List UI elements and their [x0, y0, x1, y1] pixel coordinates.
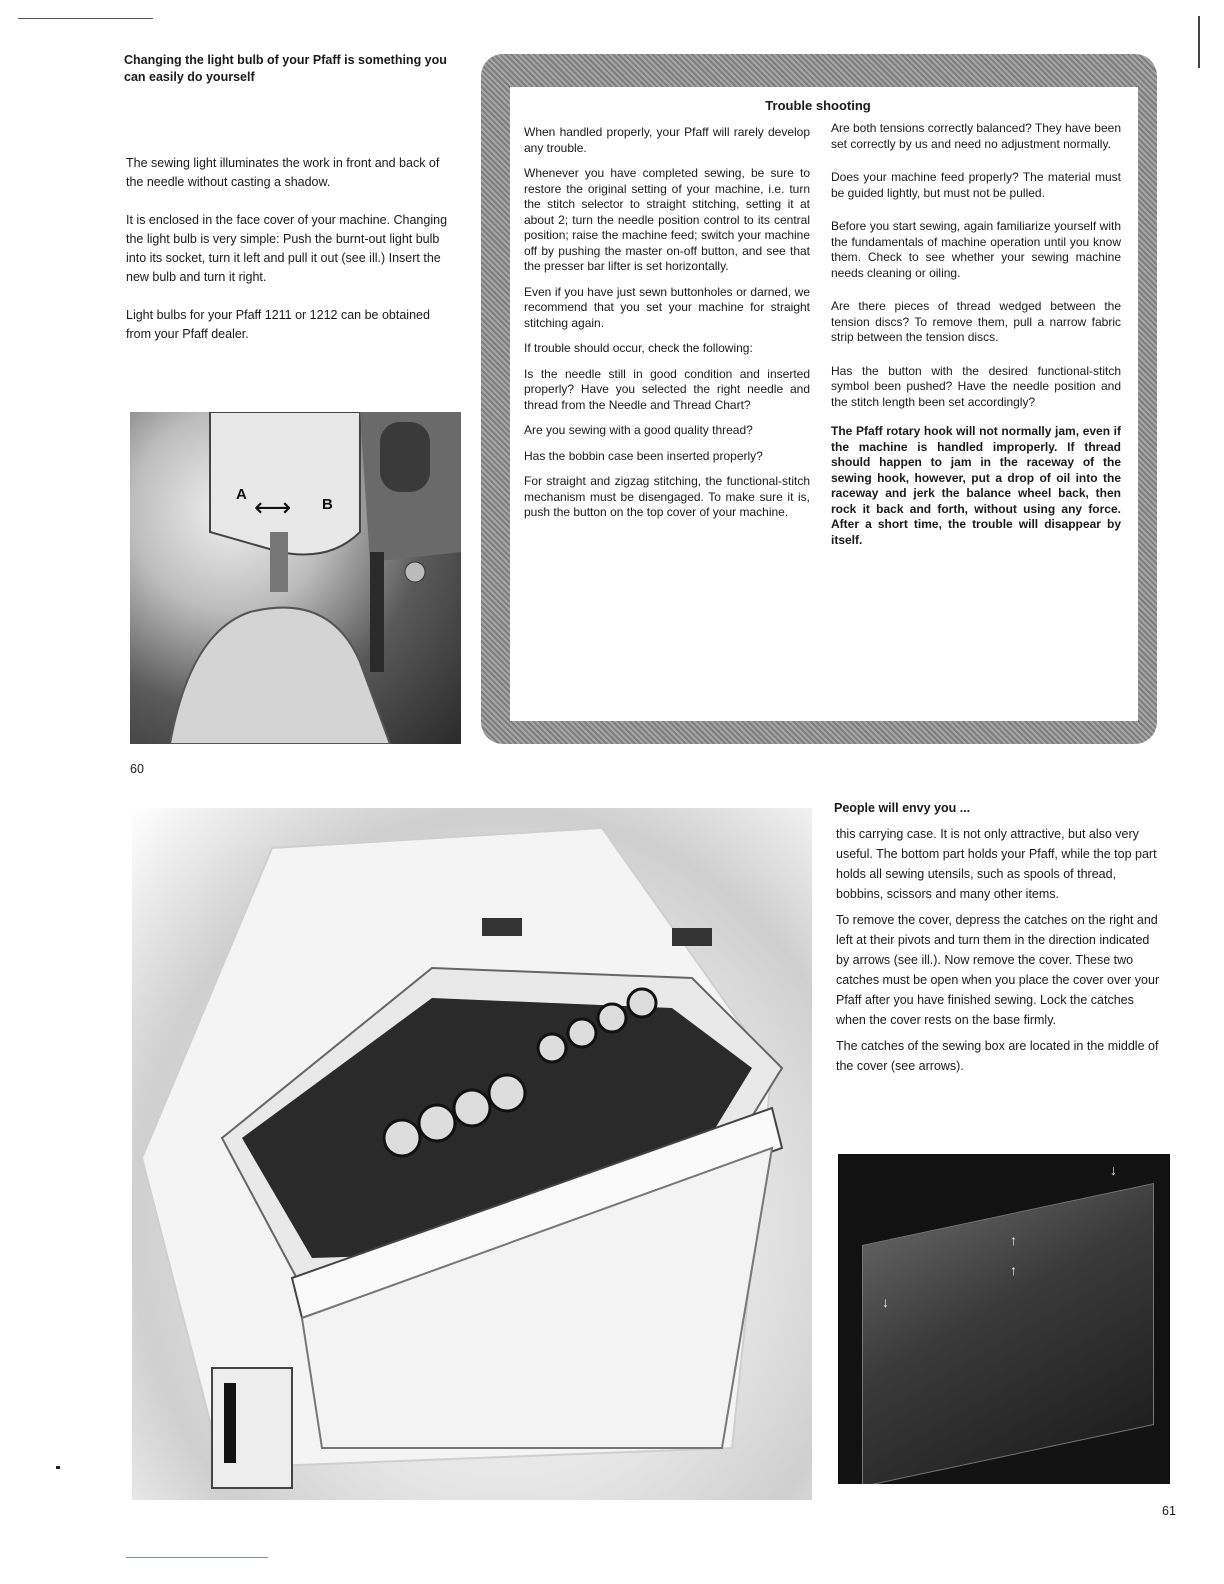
- ts-col1-paragraph-4: If trouble should occur, check the following:: [524, 341, 753, 355]
- up-arrow-icon: ↑: [1010, 1232, 1017, 1248]
- page-number-right: 61: [1162, 1504, 1176, 1518]
- ts-col1-paragraph-3: Even if you have just sewn buttonholes or darned, we recommend that you set your machine for straight stitching again.: [524, 284, 810, 330]
- ts-col2-paragraph-5: Has the button with the desired functional-stitch symbol been pushed? Have the needle position and the stitch length been set accordingly?: [831, 363, 1121, 409]
- light-bulb-text: [126, 154, 456, 363]
- ts-col1-paragraph-5: Is the needle still in good condition and inserted properly? Have you selected the right needle and thread from the Needle and Thread Chart?: [524, 366, 810, 412]
- up-arrow-icon: ↑: [1010, 1262, 1017, 1278]
- ts-col2-paragraph-3: Before you start sewing, again familiarize yourself with the fundamentals of machine operation until you know them. Check to see whether your sewing machine needs cleaning or oiling.: [831, 219, 1121, 280]
- ts-col1-paragraph-1: When handled properly, your Pfaff will rarely develop any trouble.: [524, 125, 810, 155]
- top-rule: [18, 18, 153, 19]
- hand-bulb-illustration: [130, 412, 461, 744]
- ts-col2-paragraph-4: Are there pieces of thread wedged between the tension discs? To remove them, pull a narrow fabric strip between the tension discs.: [831, 299, 1121, 344]
- sewing-box-photo: [838, 1154, 1170, 1484]
- carrying-case-paragraph-3: The catches of the sewing box are located in the middle of the cover (see arrows).: [836, 1039, 1159, 1073]
- trouble-shooting-column-1: [524, 125, 810, 531]
- carrying-case-illustration: [132, 808, 812, 1500]
- carrying-case-heading: People will envy you ...: [834, 801, 971, 815]
- down-arrow-icon: ↓: [1110, 1162, 1117, 1178]
- scan-speck: [56, 1466, 60, 1469]
- ts-col1-paragraph-6: Are you sewing with a good quality thread?: [524, 423, 753, 437]
- light-bulb-photo: [130, 412, 461, 744]
- trouble-shooting-title: Trouble shooting: [765, 98, 871, 113]
- light-bulb-paragraph-2: It is enclosed in the face cover of your machine. Changing the light bulb is very simple: Push the burnt-out light bulb into its socket, turn it left and pull it out (see ill.) Insert the new bulb and turn it right.: [126, 213, 448, 284]
- right-margin-rule: [1198, 16, 1200, 68]
- bottom-rule: [126, 1557, 268, 1558]
- light-bulb-paragraph-1: The sewing light illuminates the work in front and back of the needle without casting a shadow.: [126, 156, 440, 189]
- ts-col1-paragraph-7: Has the bobbin case been inserted properly?: [524, 448, 763, 463]
- carrying-case-photo: [132, 808, 812, 1500]
- down-arrow-icon: ↓: [882, 1294, 889, 1310]
- carrying-case-paragraph-2: To remove the cover, depress the catches on the right and left at their pivots and turn them in the direction indicated by arrows (see ill.). Now remove the cover. These two catches must be open when you place the cover over your Pfaff after you have finished sewing. Lock the catches when the cover rests on the base firmly.: [836, 913, 1160, 1027]
- ts-bold-note: The Pfaff rotary hook will not normally jam, even if the machine is handled improperly. If thread should happen to jam in the raceway of the sewing hook, however, put a drop of oil into the raceway and jerk the balance wheel back, then rock it back and forth, without using any force. After a short time, the trouble will disappear by itself.: [831, 424, 1121, 547]
- ts-col2-paragraph-1: Are both tensions correctly balanced? They have been set correctly by us and need no adjustment normally.: [831, 121, 1121, 151]
- ts-col2-paragraph-2: Does your machine feed properly? The material must be guided lightly, but must not be pulled.: [831, 170, 1121, 200]
- ts-col1-paragraph-2: Whenever you have completed sewing, be sure to restore the original setting of your machine, i.e. turn the stitch selector to straight stitching, setting it at about 2; turn the needle position control to its central position; raise the machine feed; switch your machine off by pushing the master on-off button, and see that the presser bar lifter is set horizontally.: [524, 166, 810, 273]
- figure-label-b: B: [322, 496, 333, 513]
- double-arrow-icon: ⟷: [254, 492, 292, 522]
- light-bulb-heading: Changing the light bulb of your Pfaff is something you can easily do yourself: [124, 53, 447, 84]
- carrying-case-paragraph-1: this carrying case. It is not only attractive, but also very useful. The bottom part holds your Pfaff, while the top part holds all sewing utensils, such as spools of thread, bobbins, scissors and many other items.: [836, 827, 1157, 901]
- figure-label-a: A: [236, 486, 247, 503]
- ts-col1-paragraph-8: For straight and zigzag stitching, the functional-stitch mechanism must be disengaged. To make sure it is, push the button on the top cover of your machine.: [524, 474, 810, 519]
- carrying-case-text: [836, 824, 1166, 1082]
- light-bulb-paragraph-3: Light bulbs for your Pfaff 1211 or 1212 can be obtained from your Pfaff dealer.: [126, 308, 430, 341]
- trouble-shooting-column-2: [831, 121, 1121, 558]
- sewing-box-shape: [862, 1183, 1154, 1484]
- page-number-left: 60: [130, 762, 144, 776]
